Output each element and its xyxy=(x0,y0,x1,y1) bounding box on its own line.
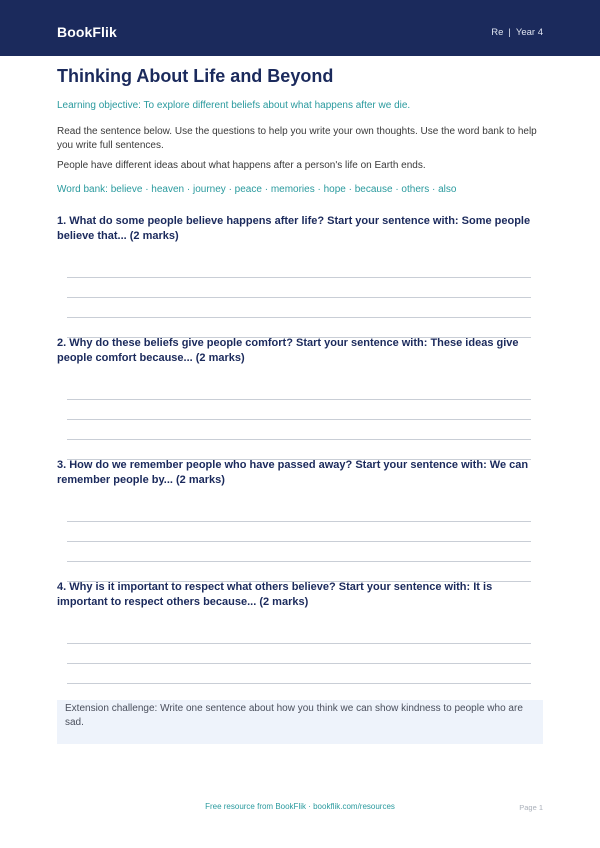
answer-line[interactable] xyxy=(67,521,531,522)
subject-year-label: Re | Year 4 xyxy=(491,27,543,38)
answer-line[interactable] xyxy=(67,317,531,318)
question-1: 1. What do some people believe happens after life? Start your sentence with: Some people believe that... (2 marks) xyxy=(57,215,531,242)
answer-line[interactable] xyxy=(67,297,531,298)
question-3: 3. How do we remember people who have passed away? Start your sentence with: We can remember people by... (2 marks) xyxy=(57,459,529,486)
answer-line[interactable] xyxy=(67,683,531,684)
question-2: 2. Why do these beliefs give people comfort? Start your sentence with: These ideas give people comfort because... (2 marks) xyxy=(57,337,519,364)
brand-logo: BookFlik xyxy=(57,24,117,40)
instructions-text: Read the sentence below. Use the questions to help you write your own thoughts. Use the word bank to help you write full sentences. xyxy=(57,126,537,151)
answer-line[interactable] xyxy=(67,419,531,420)
page-number: Page 1 xyxy=(519,803,543,812)
worksheet-title: Thinking About Life and Beyond xyxy=(57,66,334,86)
answer-line[interactable] xyxy=(67,439,531,440)
extension-challenge-text: Extension challenge: Write one sentence about how you think we can show kindness to people who are sad. xyxy=(65,703,523,728)
answer-line[interactable] xyxy=(67,399,531,400)
subject-label: Re xyxy=(491,27,504,38)
footer-credit[interactable]: Free resource from BookFlik · bookflik.com/resources xyxy=(205,802,395,811)
answer-line[interactable] xyxy=(67,541,531,542)
answer-line[interactable] xyxy=(67,663,531,664)
word-bank: Word bank: believe · heaven · journey · peace · memories · hope · because · others · also xyxy=(57,184,457,195)
answer-line[interactable] xyxy=(67,561,531,562)
context-sentence: People have different ideas about what happens after a person's life on Earth ends. xyxy=(57,160,426,171)
extension-challenge-box xyxy=(57,700,543,744)
answer-line[interactable] xyxy=(67,277,531,278)
question-4: 4. Why is it important to respect what others believe? Start your sentence with: It is important to respect others because... (2 marks) xyxy=(57,581,493,608)
answer-line[interactable] xyxy=(67,643,531,644)
year-label: Year 4 xyxy=(515,27,543,38)
learning-objective: Learning objective: To explore different beliefs about what happens after we die. xyxy=(57,100,411,111)
header-bar xyxy=(0,0,600,56)
